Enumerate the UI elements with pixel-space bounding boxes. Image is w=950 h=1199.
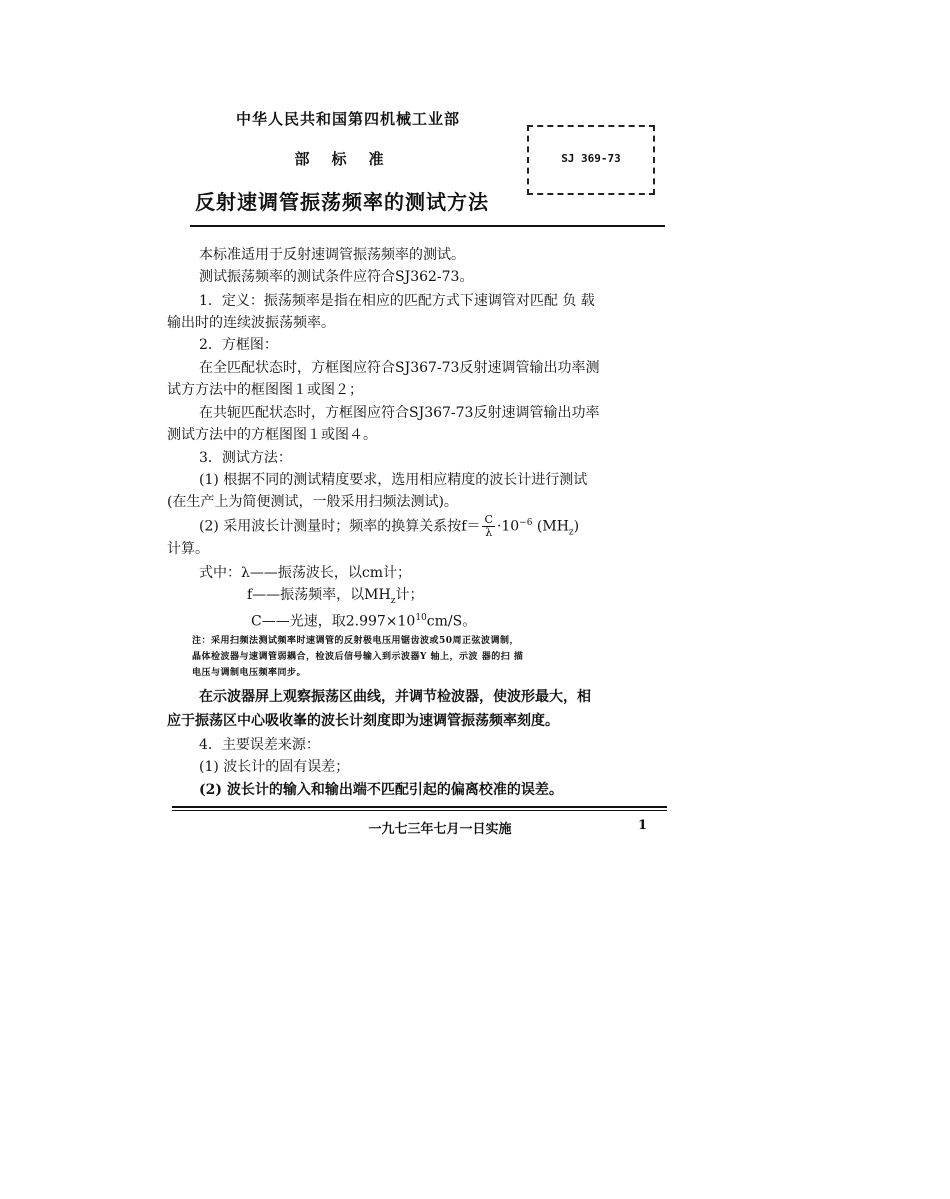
intro-conditions: 测试振荡频率的测试条件应符合SJ362-73。 (199, 269, 474, 285)
block-diagram-conjugate-2: 测试方法中的方框图图１或图４。 (167, 427, 377, 443)
definition-line-1: 1．定义：振荡频率是指在相应的匹配方式下速调管对匹配 负 载 (199, 293, 595, 309)
formula-fraction (482, 514, 494, 539)
definition-line-2: 输出时的连续波振荡频率。 (167, 315, 335, 331)
where-c (251, 609, 476, 631)
header-divider (190, 225, 665, 227)
block-diagram-full-match-2: 试方方法中的框图图１或图２； (167, 382, 363, 398)
effective-date: 一九七三年七月一日实施 (368, 822, 512, 837)
method-1-line-2: (在生产上为简便测试，一般采用扫频法测试)。 (167, 494, 458, 510)
formula-exponent: −6 (519, 518, 533, 528)
intro-scope: 本标准适用于反射速调管振荡频率的测试。 (199, 247, 465, 263)
note-line-1: 注：采用扫频法测试频率时速调管的反射极电压用锯齿波或50周正弦波调制， (192, 636, 520, 646)
where-f-text: f——振荡频率，以MH (247, 587, 391, 603)
error-source-2: (2) 波长计的输入和输出端不匹配引起的偏离校准的误差。 (199, 782, 563, 798)
method-2-line-2: 计算。 (167, 541, 209, 557)
issuing-ministry: 中华人民共和国第四机械工业部 (235, 110, 460, 128)
footer-divider-thin (172, 810, 667, 811)
formula-unit: (MH (536, 518, 569, 535)
standard-type: 部标准 (294, 150, 406, 168)
block-diagram-full-match-1: 在全匹配状态时，方框图应符合SJ367-73反射速调管输出功率测 (199, 360, 600, 376)
where-f (247, 586, 423, 610)
where-c-end: cm/S。 (426, 613, 477, 630)
document-title: 反射速调管振荡频率的测试方法 (195, 190, 489, 214)
standard-code: SJ 369-73 (561, 152, 621, 165)
method-2-prefix: (2) 采用波长计测量时；频率的换算关系按f＝ (199, 518, 481, 535)
page-number: 1 (638, 818, 648, 833)
note-line-3: 电压与调制电压频率同步。 (192, 668, 307, 678)
where-f-subscript: z (390, 595, 396, 606)
block-diagram-heading: 2．方框图： (199, 337, 278, 353)
method-1-line-1: (1) 根据不同的测试精度要求，选用相应精度的波长计进行测试 (199, 472, 588, 488)
note-line-2: 晶体检波器与速调管弱耦合，检波后信号输入到示波器Y 轴上，示波 器的扫 描 (192, 652, 524, 662)
fraction-denominator: λ (485, 526, 493, 540)
error-sources-heading: 4．主要误差来源： (199, 737, 320, 753)
formula-unit-close: ) (573, 518, 580, 535)
formula-factor: ·10 (496, 518, 520, 535)
where-lambda: 式中：λ——振荡波长，以cm计； (199, 565, 411, 581)
standard-code-box (527, 125, 655, 195)
test-method-heading: 3．测试方法： (199, 450, 292, 466)
error-source-1: (1) 波长计的固有误差； (199, 759, 350, 775)
formula-unit-subscript: z (568, 527, 574, 538)
oscilloscope-line-2: 应于振荡区中心吸收峯的波长计刻度即为速调管振荡频率刻度。 (167, 713, 559, 729)
footer-divider (172, 806, 667, 808)
where-f-end: 计； (395, 587, 424, 603)
block-diagram-conjugate-1: 在共轭匹配状态时，方框图应符合SJ367-73反射速调管输出功率 (199, 405, 600, 421)
oscilloscope-line-1: 在示波器屏上观察振荡区曲线，并调节检波器，使波形最大，相 (199, 689, 591, 705)
where-c-exponent: 10 (415, 613, 427, 623)
fraction-numerator: C (484, 513, 493, 527)
method-2-formula-line (199, 514, 579, 541)
where-c-text: C——光速，取2.997×10 (251, 613, 416, 630)
